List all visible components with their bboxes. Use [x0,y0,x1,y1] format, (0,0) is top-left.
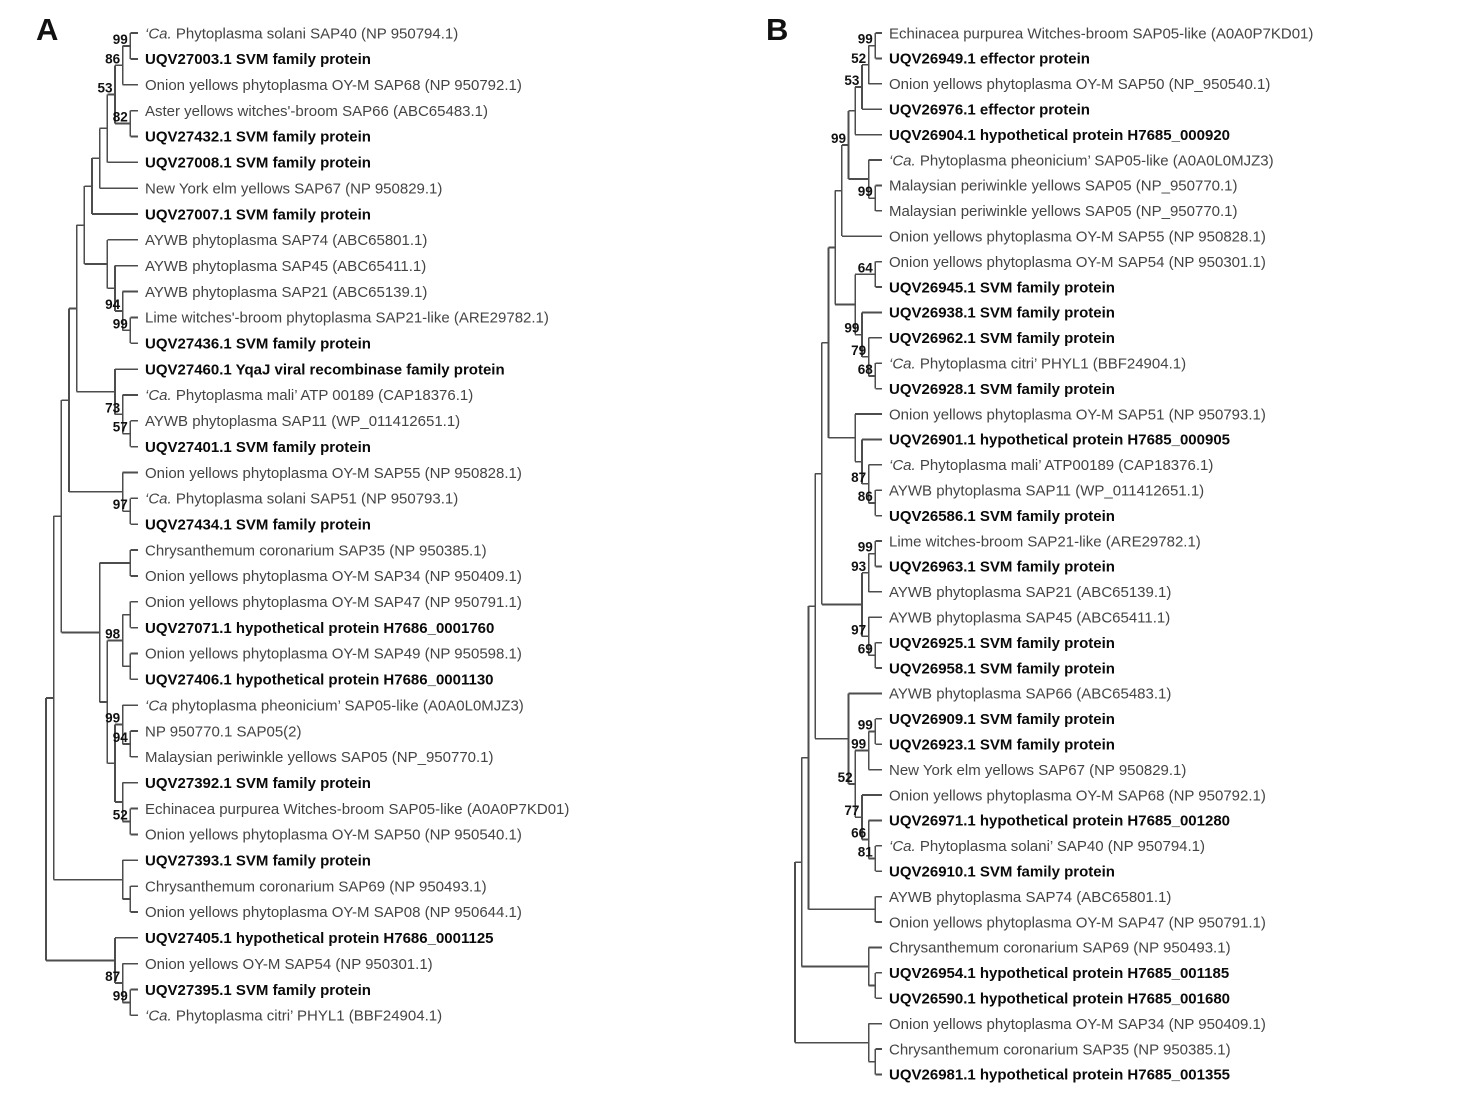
bootstrap-value: 68 [857,361,873,377]
taxon-label: UQV26938.1 SVM family protein [889,304,1115,322]
taxon-label: UQV26976.1 effector protein [889,101,1090,119]
taxon-label: Onion yellows phytoplasma OY-M SAP50 (NP_950540.1) [889,76,1271,94]
taxon-label: UQV27007.1 SVM family protein [145,206,371,224]
bootstrap-value: 64 [857,260,873,276]
bootstrap-value: 81 [857,844,873,860]
tree-panel [46,25,569,1024]
taxon-label: UQV26981.1 hypothetical protein H7685_001355 [889,1066,1231,1084]
taxon-label: Onion yellows phytoplasma OY-M SAP50 (NP 950540.1) [145,826,522,844]
taxon-label: AYWB phytoplasma SAP74 (ABC65801.1) [145,232,428,250]
taxon-label: Onion yellows phytoplasma OY-M SAP49 (NP 950598.1) [145,645,522,663]
bootstrap-value: 94 [112,729,128,745]
bootstrap-value: 53 [97,80,113,96]
taxon-label: Onion yellows phytoplasma OY-M SAP08 (NP 950644.1) [145,904,522,922]
taxon-label: Onion yellows phytoplasma OY-M SAP51 (NP 950793.1) [889,406,1266,424]
bootstrap-value: 86 [105,51,121,67]
bootstrap-value: 99 [112,31,128,47]
taxon-label: Onion yellows phytoplasma OY-M SAP68 (NP 950792.1) [889,787,1266,805]
taxon-label: AYWB phytoplasma SAP11 (WP_011412651.1) [145,413,461,431]
taxon-label: UQV26910.1 SVM family protein [889,863,1115,881]
taxon-label: UQV27432.1 SVM family protein [145,128,371,146]
taxon-label: UQV26945.1 SVM family protein [889,279,1115,297]
bootstrap-value: 99 [105,710,121,726]
taxon-label: Echinacea purpurea Witches-broom SAP05-like (A0A0P7KD01) [889,25,1314,43]
taxon-label: Onion yellows phytoplasma OY-M SAP47 (NP 950791.1) [889,914,1266,932]
taxon-label: AYWB phytoplasma SAP45 (ABC65411.1) [889,609,1171,627]
tree-branches [46,33,138,1015]
taxon-label: Lime witches'-broom phytoplasma SAP21-like (ARE29782.1) [145,309,549,327]
bootstrap-value: 52 [837,769,853,785]
taxon-label: UQV26962.1 SVM family protein [889,330,1115,348]
bootstrap-value: 66 [851,825,867,841]
bootstrap-value: 99 [857,31,873,47]
taxon-label: Onion yellows phytoplasma OY-M SAP55 (NP 950828.1) [889,228,1266,246]
taxon-label: ‘Ca. Phytoplasma citri’ PHYL1 (BBF24904.1) [889,355,1187,373]
taxon-label: AYWB phytoplasma SAP21 (ABC65139.1) [145,283,428,301]
taxon-label: Malaysian periwinkle yellows SAP05 (NP_950770.1) [145,749,494,767]
bootstrap-value: 99 [857,184,873,200]
taxon-label: Chrysanthemum coronarium SAP69 (NP 950493.1) [145,878,487,896]
taxon-label: Onion yellows phytoplasma OY-M SAP54 (NP 950301.1) [889,253,1266,271]
taxon-label: UQV27395.1 SVM family protein [145,981,371,999]
bootstrap-value: 53 [844,73,860,88]
taxon-label: ‘Ca. Phytoplasma citri’ PHYL1 (BBF24904.1) [145,1007,443,1025]
taxon-label: UQV26928.1 SVM family protein [889,380,1115,398]
taxon-label: UQV26958.1 SVM family protein [889,660,1115,678]
bootstrap-value: 99 [857,717,873,733]
taxon-label: Onion yellows phytoplasma OY-M SAP34 (NP 950409.1) [145,568,522,586]
taxon-label: New York elm yellows SAP67 (NP 950829.1) [145,180,443,198]
taxon-label: Onion yellows phytoplasma OY-M SAP55 (NP 950828.1) [145,464,522,482]
taxon-label: UQV26954.1 hypothetical protein H7685_001185 [889,965,1230,983]
taxon-label: Echinacea purpurea Witches-broom SAP05-like (A0A0P7KD01) [145,800,570,818]
taxon-label: Chrysanthemum coronarium SAP35 (NP 950385.1) [145,542,487,560]
taxon-label: UQV26963.1 SVM family protein [889,558,1115,576]
taxon-label: ‘Ca. Phytoplasma pheonicium’ SAP05-like (A0A0L0MJZ3) [889,152,1274,170]
taxon-label: AYWB phytoplasma SAP45 (ABC65411.1) [145,257,427,275]
taxon-label: Lime witches-broom SAP21-like (ARE29782.1) [889,533,1201,551]
taxon-label: Malaysian periwinkle yellows SAP05 (NP_950770.1) [889,177,1238,195]
taxon-label: UQV27392.1 SVM family protein [145,775,371,792]
taxon-label: ‘Ca. Phytoplasma solani SAP51 (NP 950793.1) [145,490,459,508]
taxon-label: AYWB phytoplasma SAP21 (ABC65139.1) [889,584,1172,602]
bootstrap-value: 93 [851,558,867,574]
taxon-label: UQV27393.1 SVM family protein [145,852,371,870]
panel-a-label: A [36,12,59,47]
taxon-label: Onion yellows phytoplasma OY-M SAP34 (NP 950409.1) [889,1015,1266,1033]
taxon-label: UQV27003.1 SVM family protein [145,51,371,69]
taxon-label: New York elm yellows SAP67 (NP 950829.1) [889,761,1187,779]
taxon-label: UQV27401.1 SVM family protein [145,438,371,456]
taxon-label: AYWB phytoplasma SAP11 (WP_011412651.1) [889,482,1205,500]
bootstrap-value: 99 [844,320,860,336]
taxon-label: ‘Ca. Phytoplasma mali’ ATP00189 (CAP18376.1) [889,457,1214,475]
taxon-label: NP 950770.1 SAP05(2) [145,723,302,741]
bootstrap-value: 52 [851,50,867,66]
taxon-label: UQV27436.1 SVM family protein [145,335,371,353]
bootstrap-value: 52 [112,807,128,823]
bootstrap-value: 87 [105,969,121,984]
taxon-label: UQV27405.1 hypothetical protein H7686_0001125 [145,930,494,947]
taxon-label: UQV27460.1 YqaJ viral recombinase family protein [145,361,505,379]
taxon-label: Aster yellows witches'-broom SAP66 (ABC65483.1) [145,102,489,120]
bootstrap-value: 57 [112,419,128,435]
bootstrap-value: 73 [105,400,121,416]
taxon-label: Onion yellows OY-M SAP54 (NP 950301.1) [145,955,433,973]
taxon-label: Onion yellows phytoplasma OY-M SAP68 (NP 950792.1) [145,77,522,94]
taxon-label: UQV26590.1 hypothetical protein H7685_001680 [889,990,1231,1008]
taxon-label: Malaysian periwinkle yellows SAP05 (NP_950770.1) [889,203,1238,221]
taxon-label: ‘Ca. Phytoplasma mali’ ATP 00189 (CAP18376.1) [145,387,474,405]
bootstrap-value: 79 [851,342,867,358]
taxon-label: Onion yellows phytoplasma OY-M SAP47 (NP 950791.1) [145,594,522,611]
bootstrap-value: 99 [857,539,873,555]
taxon-label: Chrysanthemum coronarium SAP69 (NP 950493.1) [889,939,1231,957]
taxon-label: UQV26949.1 effector protein [889,50,1090,68]
taxon-label: ‘Ca. Phytoplasma solani SAP40 (NP 950794.1) [145,25,459,43]
bootstrap-value: 99 [851,736,867,752]
tree-panel [795,25,1313,1083]
taxon-label: UQV27008.1 SVM family protein [145,154,371,172]
taxon-label: UQV27434.1 SVM family protein [145,516,371,534]
bootstrap-value: 82 [112,109,128,125]
bootstrap-value: 98 [105,626,121,642]
panel-b-label: B [766,12,789,47]
bootstrap-value: 99 [830,130,846,146]
taxon-label: UQV26925.1 SVM family protein [889,634,1115,652]
bootstrap-value: 77 [844,803,860,819]
taxon-label: AYWB phytoplasma SAP66 (ABC65483.1) [889,685,1172,703]
bootstrap-value: 94 [105,296,121,312]
taxon-label: UQV27406.1 hypothetical protein H7686_0001130 [145,671,494,689]
bootstrap-value: 87 [851,469,867,485]
bootstrap-value: 69 [857,641,873,657]
bootstrap-value: 99 [112,988,128,1004]
taxon-label: UQV26904.1 hypothetical protein H7685_000920 [889,126,1231,144]
taxon-label: UQV26586.1 SVM family protein [889,507,1115,525]
taxon-label: ‘Ca. Phytoplasma solani’ SAP40 (NP 950794.1) [889,838,1206,856]
taxon-label: ‘Ca phytoplasma pheonicium’ SAP05-like (A0A0L0MJZ3) [145,697,524,715]
taxon-label: UQV26923.1 SVM family protein [889,736,1115,754]
bootstrap-value: 97 [851,622,867,638]
taxon-label: AYWB phytoplasma SAP74 (ABC65801.1) [889,888,1172,906]
bootstrap-value: 99 [112,316,128,332]
bootstrap-value: 86 [857,488,873,504]
taxon-label: UQV26909.1 SVM family protein [889,711,1115,729]
taxon-label: Chrysanthemum coronarium SAP35 (NP 950385.1) [889,1041,1231,1059]
taxon-label: UQV27071.1 hypothetical protein H7686_0001760 [145,619,495,637]
bootstrap-value: 97 [112,497,128,513]
taxon-label: UQV26971.1 hypothetical protein H7685_001280 [889,812,1231,830]
taxon-label: UQV26901.1 hypothetical protein H7685_000905 [889,431,1231,449]
